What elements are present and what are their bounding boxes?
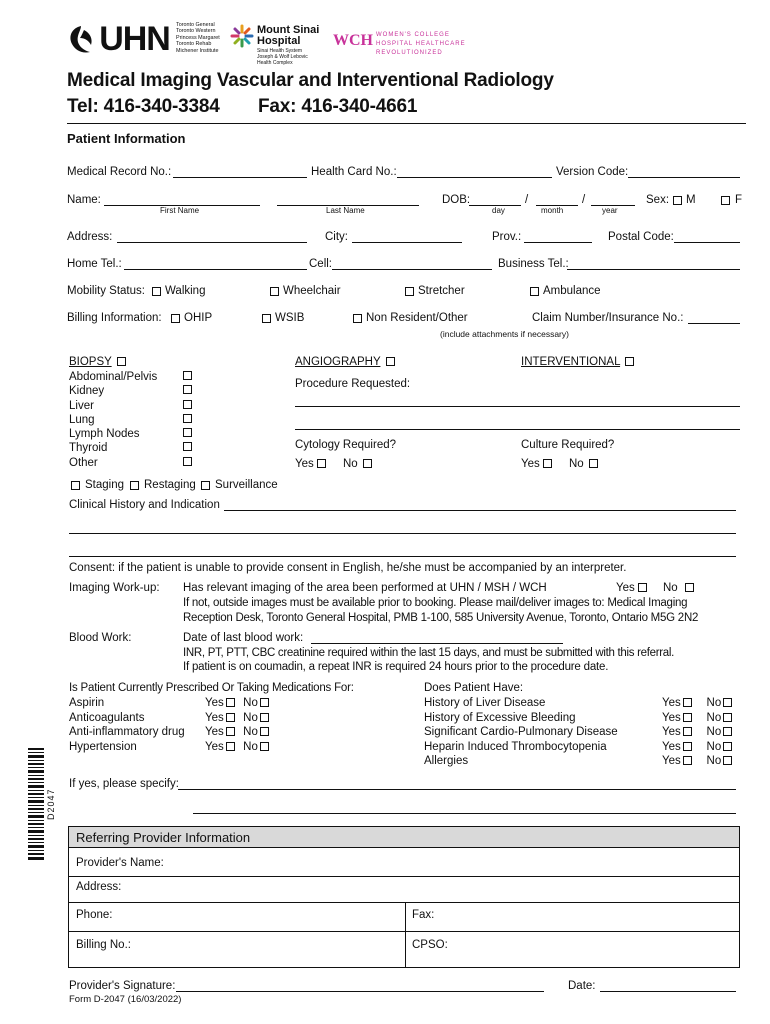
provider-name-label: Provider's Name: [76, 857, 164, 869]
mrn-field[interactable] [173, 177, 307, 178]
uhn-wordmark: UHN [99, 20, 170, 58]
signature-field[interactable] [176, 991, 544, 992]
claim-label: Claim Number/Insurance No.: [532, 312, 684, 324]
name-label: Name: [67, 194, 101, 206]
biopsy-item: Lymph Nodes [69, 428, 140, 441]
blood-label: Blood Work: [69, 632, 132, 644]
no-label: No [706, 740, 722, 753]
procedure-line-1[interactable] [295, 406, 740, 407]
ohip-checkbox[interactable] [171, 314, 180, 323]
no-label: No [706, 711, 722, 724]
city-label: City: [325, 231, 348, 243]
provider-box [68, 826, 740, 968]
barcode-bars [28, 748, 44, 860]
no-label: No [706, 726, 722, 738]
yes-label: Yes [205, 711, 224, 724]
biopsy-checkbox-column [181, 370, 194, 470]
business-tel-field[interactable] [567, 269, 740, 270]
biopsy-item-checkbox[interactable] [183, 442, 192, 451]
stretcher-label: Stretcher [418, 285, 465, 297]
cytology-label: Cytology Required? [295, 439, 397, 451]
billing-label: Billing Information: [67, 312, 162, 324]
health-card-field[interactable] [397, 177, 552, 178]
biopsy-item-checkbox[interactable] [183, 428, 192, 437]
non-resident-checkbox[interactable] [353, 314, 362, 323]
form-id: Form D-2047 (16/03/2022) [69, 994, 182, 1005]
cell-field[interactable] [332, 269, 492, 270]
med-choice-row [205, 711, 271, 726]
biopsy-item: Liver [69, 399, 94, 412]
angiography-heading [295, 356, 397, 368]
workup-question: Has relevant imaging of the area been performed at UHN / MSH / WCH [183, 582, 547, 594]
sex-label: Sex: [646, 194, 670, 206]
workup-yes: Yes [616, 582, 635, 594]
cytology-no: No [343, 458, 358, 470]
biopsy-item-checkbox[interactable] [183, 385, 192, 394]
msh-tagline: Sinai Health System Joseph & Wolf Lebovic Health Complex [257, 48, 308, 66]
sex-male-label: M [686, 194, 696, 206]
no-checkbox[interactable] [260, 742, 269, 751]
staging-label: Staging [85, 479, 125, 491]
no-label: No [706, 697, 722, 709]
sex-female-checkbox[interactable] [721, 196, 730, 205]
walking-checkbox[interactable] [152, 287, 161, 296]
med-item: Anti-inflammatory drug [69, 726, 185, 738]
no-checkbox[interactable] [260, 698, 269, 707]
condition-item: Allergies [424, 755, 469, 767]
workup-line-3: Reception Desk, Toronto General Hospital, PMB 1-100, 585 University Avenue, Toronto, Ontario M5G 2N2 [183, 612, 699, 624]
culture-no: No [569, 458, 584, 470]
workup-no-checkbox[interactable] [685, 583, 694, 592]
wch-tagline: WOMEN'S COLLEGE HOSPITAL HEALTHCARE REVOLUTIONIZED [376, 32, 466, 56]
condition-item: Heparin Induced Thrombocytopenia [424, 740, 607, 753]
biopsy-checkbox[interactable] [117, 357, 126, 366]
yes-checkbox[interactable] [226, 713, 235, 722]
med-choice-row [205, 740, 271, 755]
clinical-history-line-2[interactable] [69, 533, 736, 534]
no-checkbox[interactable] [723, 742, 732, 751]
mrn-label: Medical Record No.: [67, 166, 172, 178]
biopsy-item: Lung [69, 413, 95, 426]
yes-label: Yes [662, 697, 681, 709]
med-choice-row [205, 696, 271, 711]
dob-label: DOB: [442, 194, 471, 206]
yes-label: Yes [662, 740, 681, 753]
last-name-caption: Last Name [326, 206, 365, 215]
yes-checkbox[interactable] [226, 727, 235, 736]
yes-checkbox[interactable] [683, 756, 692, 765]
no-label: No [243, 740, 258, 753]
tel-number: Tel: 416-340-3384 [67, 96, 220, 117]
biopsy-item-checkbox[interactable] [183, 414, 192, 423]
yes-label: Yes [205, 726, 224, 738]
condition-choice-row [662, 711, 734, 726]
biopsy-item: Thyroid [69, 442, 108, 455]
ambulance-checkbox[interactable] [530, 287, 539, 296]
no-checkbox[interactable] [723, 698, 732, 707]
msh-name: Mount Sinai Hospital [257, 24, 320, 47]
date-label: Date: [568, 980, 596, 992]
provider-address-label: Address: [76, 881, 122, 893]
dob-sep-1: / [525, 194, 529, 206]
version-code-label: Version Code: [556, 166, 629, 178]
sex-male-checkbox[interactable] [673, 196, 682, 205]
cytology-yes-checkbox[interactable] [317, 459, 326, 468]
condition-choice-row [662, 725, 734, 740]
med-item: Hypertension [69, 740, 137, 753]
barcode-text: D2047 [46, 788, 56, 820]
condition-choice-row [662, 696, 734, 711]
restaging-label: Restaging [144, 479, 196, 491]
workup-label: Imaging Work-up: [69, 582, 160, 594]
specify-label: If yes, please specify: [69, 778, 179, 790]
biopsy-item: Abdominal/Pelvis [69, 371, 158, 383]
yes-label: Yes [205, 697, 224, 709]
does-heading: Does Patient Have: [424, 682, 524, 694]
signature-label: Provider's Signature: [69, 980, 176, 992]
claim-field[interactable] [688, 323, 740, 324]
interventional-label: INTERVENTIONAL [521, 356, 621, 368]
dob-sep-2: / [582, 194, 586, 206]
date-field[interactable] [600, 991, 736, 992]
workup-line-2: If not, outside images must be available prior to booking. Please mail/deliver images to: Medical Imaging [183, 597, 688, 609]
uhn-tagline: Toronto General Toronto Western Princess Margaret Toronto Rehab Michener Institute [176, 22, 220, 54]
version-code-field[interactable] [628, 177, 740, 178]
postal-label: Postal Code: [608, 231, 674, 243]
no-label: No [243, 726, 258, 738]
procedure-line-2[interactable] [295, 429, 740, 430]
biopsy-item-checkbox[interactable] [183, 457, 192, 466]
provider-row-1-divider [69, 876, 739, 877]
first-name-caption: First Name [160, 206, 200, 215]
form-title: Medical Imaging Vascular and Interventional Radiology [67, 70, 554, 91]
yes-checkbox[interactable] [226, 698, 235, 707]
does-yes-no [662, 696, 734, 769]
cytology-no-checkbox[interactable] [363, 459, 372, 468]
provider-phone-label: Phone: [76, 909, 113, 921]
no-checkbox[interactable] [260, 727, 269, 736]
med-choice-row [205, 725, 271, 740]
provider-col-divider [405, 902, 406, 967]
specify-line-2[interactable] [193, 813, 736, 814]
surveillance-checkbox[interactable] [201, 481, 210, 490]
wheelchair-label: Wheelchair [283, 285, 341, 297]
ambulance-label: Ambulance [543, 285, 601, 297]
title-divider [67, 123, 746, 124]
surveillance-label: Surveillance [215, 479, 278, 491]
provider-billing-label: Billing No.: [76, 939, 131, 951]
attachments-note: (include attachments if necessary) [440, 329, 569, 339]
stretcher-checkbox[interactable] [405, 287, 414, 296]
wheelchair-checkbox[interactable] [270, 287, 279, 296]
msh-star-icon [230, 24, 254, 48]
yes-checkbox[interactable] [683, 698, 692, 707]
staging-checkbox[interactable] [71, 481, 80, 490]
biopsy-label: BIOPSY [69, 356, 112, 368]
mobility-label: Mobility Status: [67, 285, 145, 297]
biopsy-item: Kidney [69, 385, 105, 398]
ohip-label: OHIP [184, 312, 213, 324]
no-label: No [706, 755, 722, 767]
no-checkbox[interactable] [723, 727, 732, 736]
home-tel-label: Home Tel.: [67, 258, 122, 270]
yes-checkbox[interactable] [226, 742, 235, 751]
blood-line-1: Date of last blood work: [183, 632, 304, 644]
med-item: Aspirin [69, 697, 105, 709]
procedure-requested-label: Procedure Requested: [295, 378, 411, 390]
patient-info-heading: Patient Information [67, 131, 186, 146]
interventional-heading [521, 356, 636, 368]
blood-line-2: INR, PT, PTT, CBC creatinine required within the last 15 days, and must be submitted with this referral. [183, 647, 674, 659]
dob-month-caption: month [541, 206, 564, 215]
address-label: Address: [67, 231, 113, 243]
angiography-checkbox[interactable] [386, 357, 395, 366]
workup-yes-checkbox[interactable] [638, 583, 647, 592]
workup-no: No [663, 582, 678, 594]
specify-line-1[interactable] [178, 789, 736, 790]
dob-year-caption: year [602, 206, 618, 215]
no-checkbox[interactable] [723, 713, 732, 722]
cell-label: Cell: [309, 258, 333, 270]
provider-cpso-label: CPSO: [412, 939, 448, 951]
condition-item: History of Excessive Bleeding [424, 711, 576, 724]
wch-logo: WCH [333, 32, 373, 49]
biopsy-heading [69, 356, 128, 368]
culture-label: Culture Required? [521, 439, 615, 451]
condition-choice-row [662, 740, 734, 755]
provider-row-2-divider [69, 902, 739, 903]
clinical-history-line-3[interactable] [69, 556, 736, 557]
fax-number: Fax: 416-340-4661 [258, 96, 418, 117]
culture-yes-checkbox[interactable] [543, 459, 552, 468]
walking-label: Walking [165, 285, 206, 297]
dob-day-caption: day [492, 206, 505, 215]
provider-row-3-divider [69, 931, 739, 932]
health-card-label: Health Card No.: [311, 166, 397, 178]
non-resident-label: Non Resident/Other [366, 312, 468, 324]
condition-item: Significant Cardio-Pulmonary Disease [424, 726, 618, 738]
address-field[interactable] [117, 242, 307, 243]
does-list [424, 696, 618, 769]
culture-yes: Yes [521, 458, 540, 470]
blood-line-3: If patient is on coumadin, a repeat INR is required 24 hours prior to the procedure date. [183, 661, 609, 673]
consent-text: Consent: if the patient is unable to provide consent in English, he/she must be accompanied by an interpreter. [69, 562, 627, 574]
yes-checkbox[interactable] [683, 713, 692, 722]
yes-label: Yes [662, 755, 681, 767]
biopsy-item-checkbox[interactable] [183, 371, 192, 380]
no-label: No [243, 697, 258, 709]
angiography-label: ANGIOGRAPHY [295, 356, 381, 368]
yes-label: Yes [662, 726, 681, 738]
yes-checkbox[interactable] [683, 727, 692, 736]
meds-yes-no [205, 696, 271, 754]
wsib-label: WSIB [275, 312, 305, 324]
condition-item: History of Liver Disease [424, 697, 546, 709]
msh-logo [230, 24, 254, 51]
meds-list [69, 696, 185, 754]
yes-checkbox[interactable] [683, 742, 692, 751]
business-tel-label: Business Tel.: [498, 258, 569, 270]
med-item: Anticoagulants [69, 711, 145, 724]
biopsy-list [69, 370, 157, 470]
biopsy-item-checkbox[interactable] [183, 400, 192, 409]
provider-heading: Referring Provider Information [76, 830, 251, 845]
prov-field[interactable] [524, 242, 592, 243]
no-checkbox[interactable] [260, 713, 269, 722]
cytology-yes: Yes [295, 458, 314, 470]
no-label: No [243, 711, 258, 724]
prov-label: Prov.: [492, 231, 522, 243]
blood-date-field[interactable] [311, 643, 563, 644]
city-field[interactable] [352, 242, 462, 243]
uhn-emblem-icon [66, 24, 96, 56]
barcode [28, 748, 44, 860]
condition-choice-row [662, 754, 734, 769]
culture-no-checkbox[interactable] [589, 459, 598, 468]
home-tel-field[interactable] [124, 269, 307, 270]
clinical-history-line-1[interactable] [224, 510, 736, 511]
yes-label: Yes [205, 740, 224, 753]
wsib-checkbox[interactable] [262, 314, 271, 323]
restaging-checkbox[interactable] [130, 481, 139, 490]
clinical-history-label: Clinical History and Indication [69, 499, 220, 511]
meds-heading: Is Patient Currently Prescribed Or Taking Medications For: [69, 682, 354, 694]
biopsy-item: Other [69, 456, 98, 469]
provider-fax-label: Fax: [412, 909, 435, 921]
yes-label: Yes [662, 711, 681, 724]
no-checkbox[interactable] [723, 756, 732, 765]
interventional-checkbox[interactable] [625, 357, 634, 366]
postal-field[interactable] [674, 242, 740, 243]
uhn-logo [66, 20, 170, 59]
sex-female-label: F [735, 194, 743, 206]
